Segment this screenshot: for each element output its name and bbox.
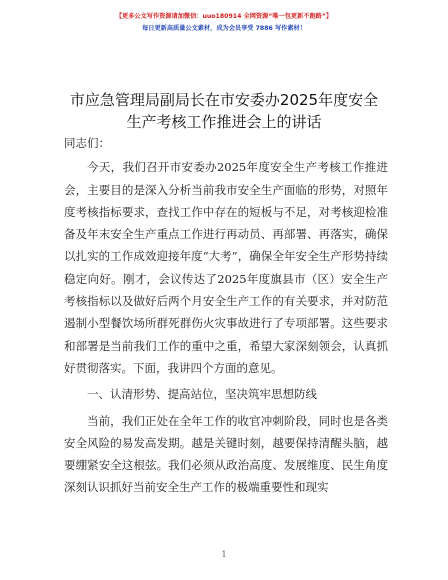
section-heading-1: 一、认清形势、提高站位，坚决筑牢思想防线 — [87, 387, 317, 402]
promo-line-wechat: 【更多公文写作资源请加微信：uuo180914 全网资源“唯一包更新不跑路”】 — [115, 13, 333, 20]
body-paragraph-section-1: 当前，我们正处在全年工作的收官冲刺阶段，同时也是各类安全风险的易发高发期。越是关键时刻，越要保持清醒头脑，越要绷紧安全这根弦。我们必须从政治高度、发展维度、民生角度深刻认识抓好当前安全生产工作的极端重要性和现实 — [64, 413, 388, 495]
body-paragraph-intro: 今天，我们召开市安委办2025年度安全生产考核工作推进会，主要目的是深入分析当前我市安全生产面临的形势，对照年度考核指标要求，查找工作中存在的短板与不足，对考核迎检准备及年末安全生产重点工作进行再动员、再部署、再落实，确保以扎实的工作成效迎接年度“大考”，确保全年安全生产形势持续稳定向好。刚才，会议传达了2025年度旗县市（区）安全生产考核指标以及做好后两个月安全生产工作的有关要求，并对防范遏制小型餐饮场所群死群伤火灾事故进行了专项部署。这些要求和部署是当前我们工作的重中之重，希望大家深刻领会，认真抓好贯彻落实。下面，我讲四个方面的意见。 — [64, 160, 388, 375]
title-line-2: 生产考核工作推进会上的讲话 — [126, 113, 322, 131]
salutation: 同志们： — [64, 136, 110, 150]
document-title — [0, 89, 448, 133]
promo-line-membership: 每日更新高质量公文素材，成为会员享受 7886 写作素材！ — [142, 25, 306, 32]
document-body — [64, 132, 388, 503]
title-line-1: 市应急管理局副局长在市安委办2025年度安全 — [69, 91, 379, 109]
promo-banner — [0, 12, 448, 33]
page-number: 1 — [221, 550, 227, 559]
